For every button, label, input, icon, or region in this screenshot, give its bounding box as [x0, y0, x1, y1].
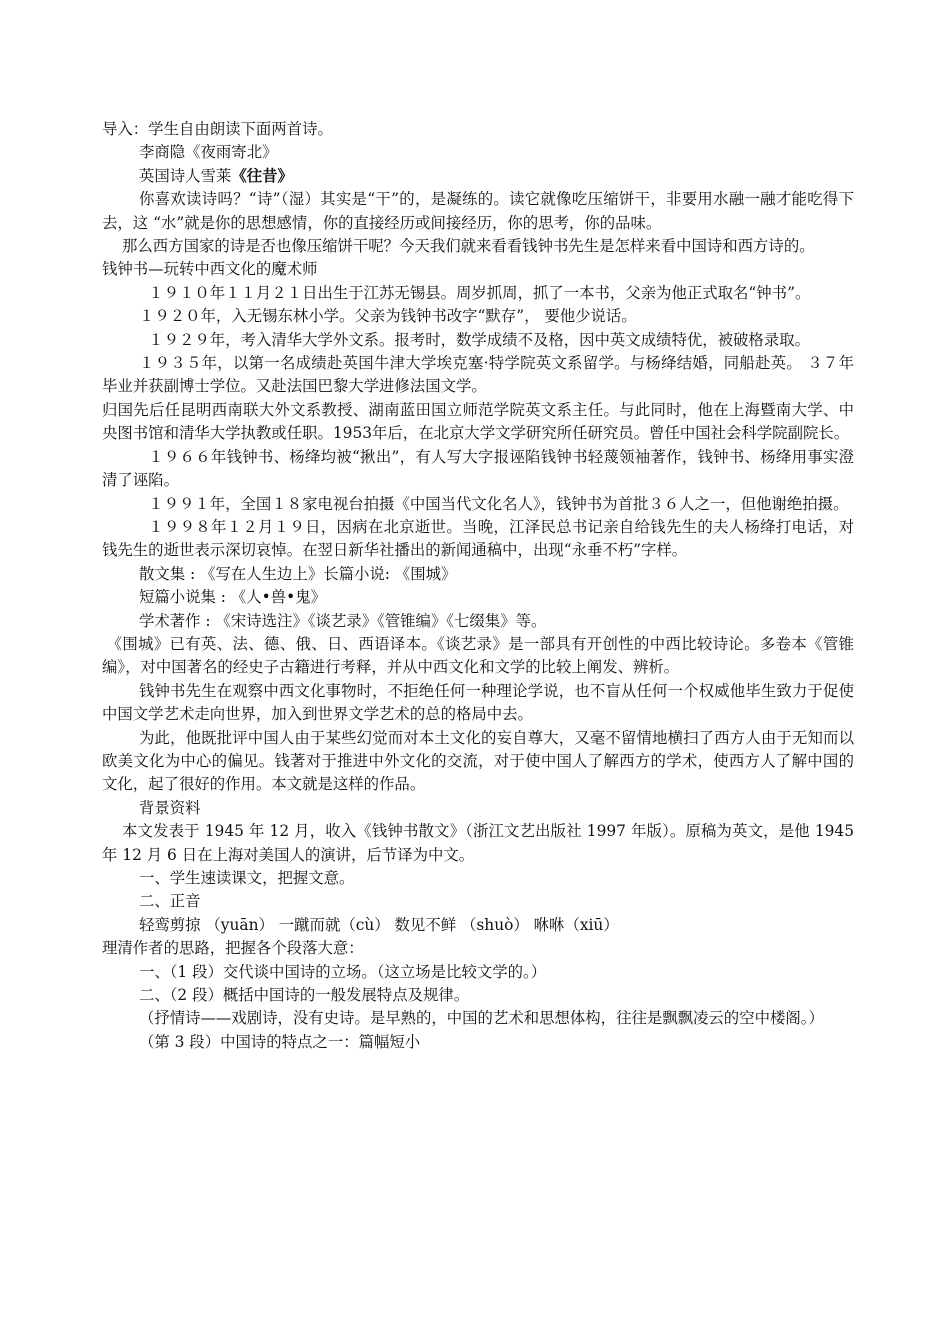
bio-paragraph: １９２０年，入无锡东林小学。父亲为钱钟书改字“默存”， 要他少说话。 [138, 307, 637, 326]
document-body [102, 118, 854, 1054]
bio-paragraph: １９６６年钱钟书、杨绛均被“揪出”，有人写大字报诬陷钱钟书轻蔑领袖著作，钱钟书、杨绛用事实澄清了诬陷。 [102, 447, 854, 490]
bio-paragraph: １９９８年１２月１９日，因病在北京逝世。当晚，江泽民总书记亲自给钱先生的夫人杨绛打电话，对钱先生的逝世表示深切哀悼。在翌日新华社播出的新闻通稿中，出现“永垂不朽”字样。 [102, 517, 854, 560]
works-line: 散文集 : 《写在人生边上》长篇小说: 《围城》 [138, 564, 457, 583]
outline-line: （第 3 段）中国诗的特点之一：篇幅短小 [138, 1032, 421, 1051]
outline-line: 二、（2 段）概括中国诗的一般发展特点及规律。 [138, 986, 470, 1005]
paragraph: 你喜欢读诗吗？“诗”（湿）其实是“干”的，是凝练的。读它就像吃压缩饼干，非要用水融一融才能吃得下去，这 “水”就是你的思想感情，你的直接经历或间接经历，你的思考，你的品味。 [102, 190, 854, 232]
bio-paragraph: １９３５年，以第一名成绩赴英国牛津大学埃克塞·特学院英文系留学。与杨绛结婚，同船赴英。 ３７年毕业并获副博士学位。又赴法国巴黎大学进修法国文学。 [102, 354, 854, 396]
step-line: 理清作者的思路，把握各个段落大意： [102, 939, 364, 958]
paragraph: 本文发表于 1945 年 12 月，收入《钱钟书散文》（浙江文艺出版社 1997 年版）。原稿为英文，是他 1945 年 12 月 6 日在上海对美国人的演讲，后节译为中文。 [102, 822, 854, 864]
poem-2-line [102, 165, 854, 188]
section-heading: 背景资料 [138, 798, 201, 817]
section-heading: 钱钟书—玩转中西文化的魔术师 [102, 260, 318, 279]
poem-2-title: 《往昔》 [231, 166, 293, 185]
works-line: 短篇小说集 : 《人•兽•鬼》 [138, 588, 326, 607]
bio-paragraph: １９９１年，全国１８家电视台拍摄《中国当代文化名人》，钱钟书为首批３６人之一，但他谢绝拍摄。 [148, 494, 849, 513]
bio-paragraph: 归国先后任昆明西南联大外文系教授、湖南蓝田国立师范学院英文系主任。与此同时，他在上海暨南大学、中央图书馆和清华大学执教或任职。1953年后，在北京大学文学研究所任研究员。曾任中国社会科学院副院长。 [102, 400, 854, 443]
works-line: 学术著作 : 《宋诗选注》《谈艺录》《管锥编》《七缀集》等。 [138, 611, 547, 630]
paragraph: 那么西方国家的诗是否也像压缩饼干呢？今天我们就来看看钱钟书先生是怎样来看中国诗和西方诗的。 [122, 237, 815, 256]
paragraph: 《围城》已有英、法、德、俄、日、西语译本。《谈艺录》是一部具有开创性的中西比较诗论。多卷本《管锥编》，对中国著名的经史子古籍进行考释，并从中西文化和文学的比较上阐发、辨析。 [102, 634, 854, 677]
poem-1-line: 李商隐《夜雨寄北》 [138, 143, 278, 162]
outline-line: 一、（1 段）交代谈中国诗的立场。（这立场是比较文学的。） [138, 962, 547, 981]
paragraph: 钱钟书先生在观察中西文化事物时，不拒绝任何一种理论学说，也不盲从任何一个权威他毕生致力于促使中国文学艺术走向世界，加入到世界文学艺术的总的格局中去。 [102, 681, 854, 724]
paragraph: 为此，他既批评中国人由于某些幻觉而对本土文化的妄自尊大，又毫不留情地横扫了西方人由于无知而以欧美文化为中心的偏见。钱著对于推进中外文化的交流，对于使中国人了解西方的学术，使西方人了解中国的文化，起了很好的作用。本文就是这样的作品。 [102, 728, 854, 794]
pronunciation-line: 轻鸾剪掠 （yuān） 一蹴而就（cù） 数见不鲜 （shuò） 咻咻（xiū） [138, 915, 619, 934]
bio-paragraph: １９１０年１１月２１日出生于江苏无锡县。周岁抓周，抓了一本书，父亲为他正式取名“钟书”。 [148, 283, 811, 302]
step-line: 一、学生速读课文，把握文意。 [138, 869, 355, 887]
bio-paragraph: １９２９年，考入清华大学外文系。报考时，数学成绩不及格，因中英文成绩特优，被破格录取。 [148, 330, 810, 349]
outline-line: （抒情诗——戏剧诗，没有史诗。是早熟的，中国的艺术和思想体构，往往是飘飘凌云的空中楼阁。） [138, 1009, 824, 1028]
poem-2-author: 英国诗人雪莱 [138, 166, 232, 185]
intro-line: 导入：学生自由朗读下面两首诗。 [102, 120, 333, 138]
step-line: 二、正音 [138, 892, 201, 911]
